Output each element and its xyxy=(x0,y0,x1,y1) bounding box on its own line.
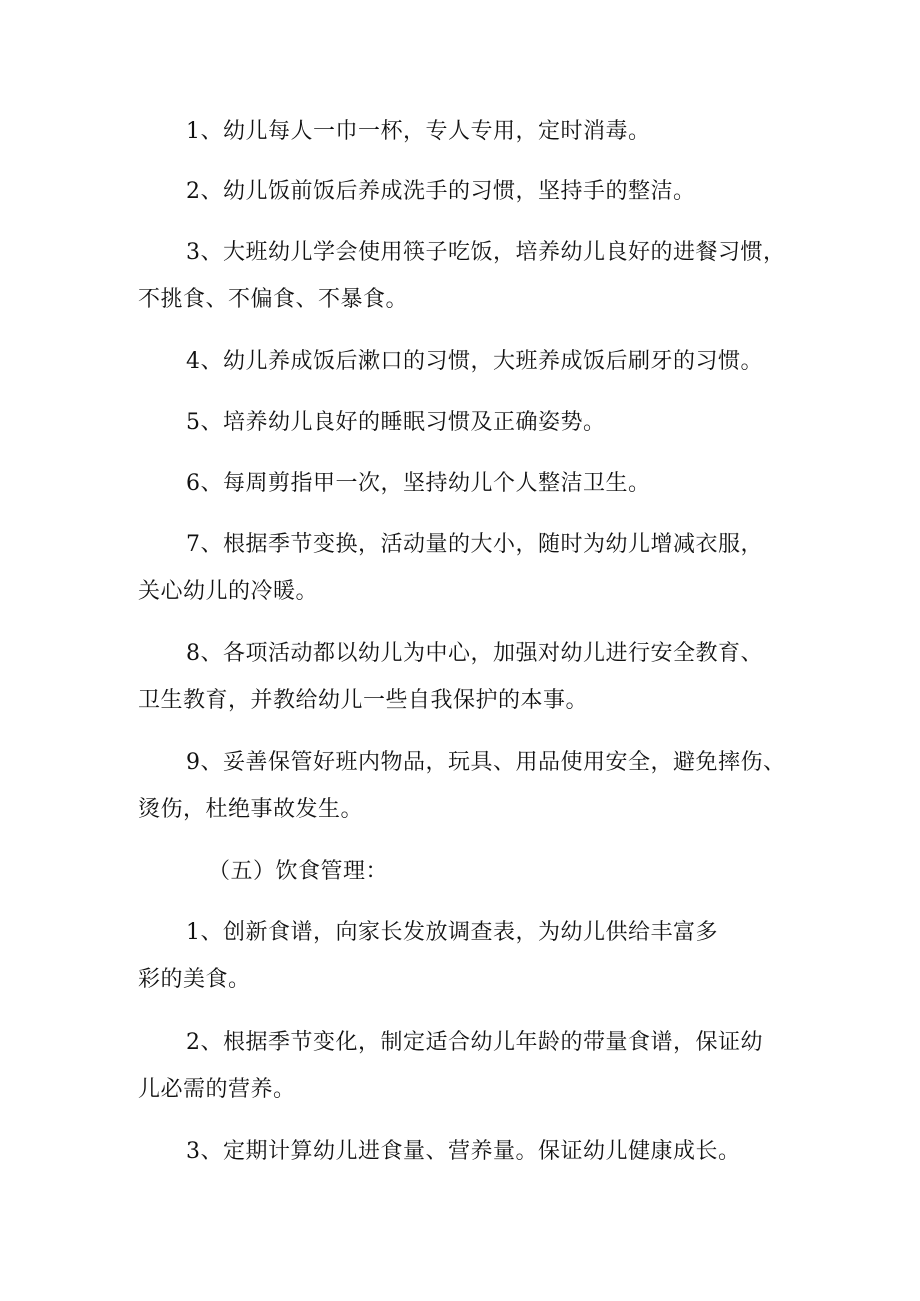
hygiene-item-3-continued: 不挑食、不偏食、不暴食。 xyxy=(138,287,409,312)
hygiene-item-9: 9、妥善保管好班内物品，玩具、用品使用安全，避免摔伤、 xyxy=(186,750,786,775)
hygiene-item-8: 8、各项活动都以幼儿为中心，加强对幼儿进行安全教育、 xyxy=(186,641,763,666)
diet-item-2-continued: 儿必需的营养。 xyxy=(138,1077,296,1102)
hygiene-item-3: 3、大班幼儿学会使用筷子吃饭，培养幼儿良好的进餐习惯， xyxy=(186,240,786,265)
hygiene-item-8-continued: 卫生教育，并教给幼儿一些自我保护的本事。 xyxy=(138,688,589,713)
hygiene-item-7: 7、根据季节变换，活动量的大小，随时为幼儿增减衣服， xyxy=(186,532,763,557)
hygiene-item-2: 2、幼儿饭前饭后养成洗手的习惯，坚持手的整洁。 xyxy=(186,179,696,204)
diet-item-2: 2、根据季节变化，制定适合幼儿年龄的带量食谱，保证幼 xyxy=(186,1030,763,1055)
diet-item-3: 3、定期计算幼儿进食量、营养量。保证幼儿健康成长。 xyxy=(186,1139,741,1164)
hygiene-item-6: 6、每周剪指甲一次，坚持幼儿个人整洁卫生。 xyxy=(186,471,651,496)
hygiene-item-5: 5、培养幼儿良好的睡眠习惯及正确姿势。 xyxy=(186,410,606,435)
hygiene-item-1: 1、幼儿每人一巾一杯，专人专用，定时消毒。 xyxy=(186,119,651,144)
section-heading-diet: （五）饮食管理： xyxy=(208,859,389,884)
hygiene-item-4: 4、幼儿养成饭后漱口的习惯，大班养成饭后刷牙的习惯。 xyxy=(186,349,763,374)
hygiene-item-9-continued: 烫伤，杜绝事故发生。 xyxy=(138,797,364,822)
diet-item-1-continued: 彩的美食。 xyxy=(138,967,251,992)
hygiene-item-7-continued: 关心幼儿的冷暖。 xyxy=(138,579,319,604)
diet-item-1: 1、创新食谱，向家长发放调查表，为幼儿供给丰富多 xyxy=(186,920,718,945)
